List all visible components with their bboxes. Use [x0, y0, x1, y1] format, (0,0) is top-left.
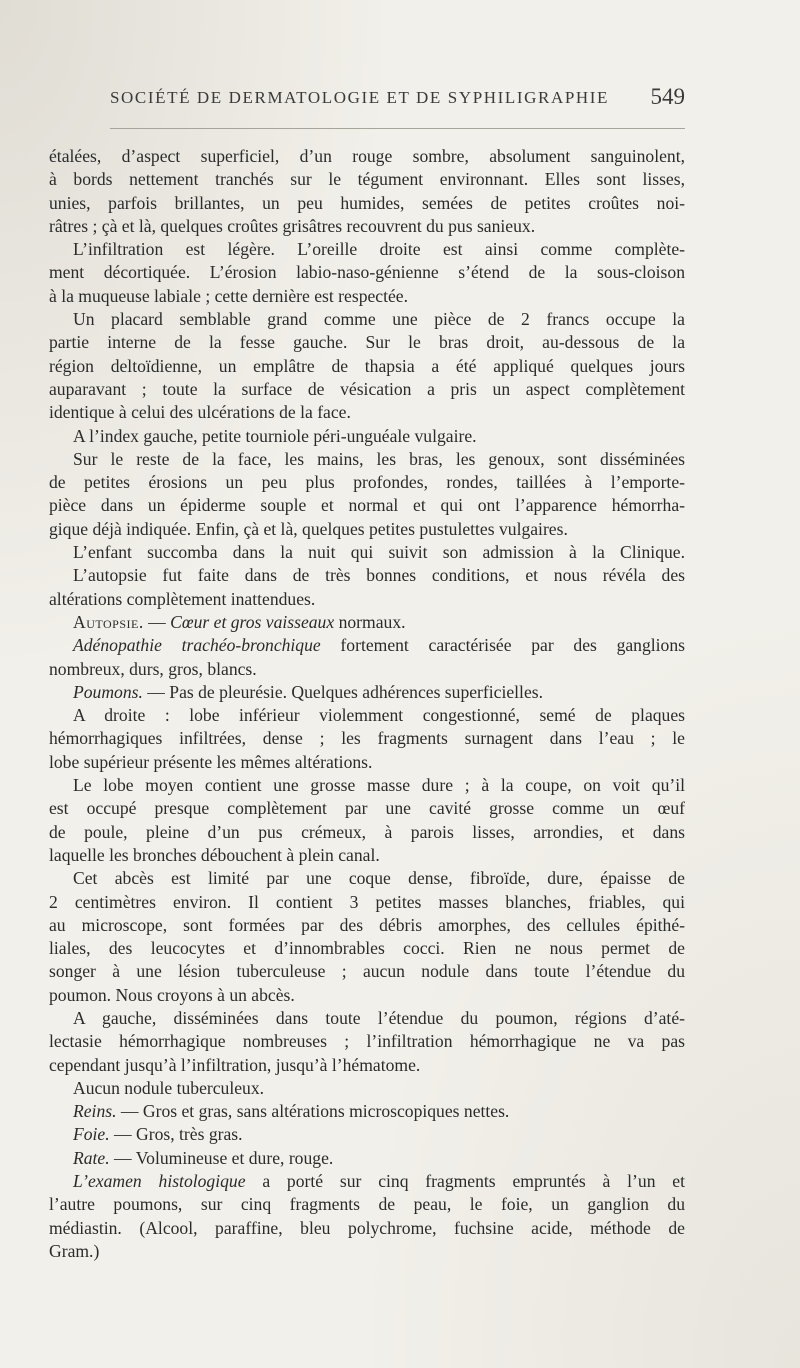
text-line: hémorrhagiques infiltrées, dense ; les fragments surnagent dans l’eau ; le [49, 728, 685, 749]
poumons-label: Poumons. [73, 681, 143, 702]
text-line: l’autre poumons, sur cinq fragments de peau, le foie, un ganglion du [49, 1194, 685, 1215]
adenopathie-label: Adénopathie trachéo-bronchique [73, 635, 321, 656]
text-line: L’autopsie fut faite dans de très bonnes conditions, et nous révéla des [73, 565, 685, 586]
running-head [110, 84, 685, 118]
text-line: A droite : lobe inférieur violemment congestionné, semé de plaques [73, 705, 685, 726]
text-line: songer à une lésion tuberculeuse ; aucun nodule dans toute l’étendue du [49, 961, 685, 982]
poumons-line: Poumons. — Pas de pleurésie. Quelques adhérences superficielles. [73, 681, 544, 702]
autopsie-italic: Cœur et gros vaisseaux [170, 611, 335, 632]
text-line: lobe supérieur présente les mêmes altérations. [49, 751, 373, 772]
text-line: unies, parfois brillantes, un peu humides, semées de petites croûtes noi- [49, 192, 685, 213]
autopsie-line: Autopsie. — Cœur et gros vaisseaux normaux. [73, 611, 406, 632]
reins-label: Reins. [73, 1101, 117, 1122]
rate-line: Rate. — Volumineuse et dure, rouge. [73, 1147, 334, 1168]
text-line: cependant jusqu’à l’infiltration, jusqu’à l’hématome. [49, 1054, 421, 1075]
foie-line: Foie. — Gros, très gras. [73, 1124, 243, 1145]
text-line: Gram.) [49, 1240, 100, 1261]
examen-label: L’examen histologique [73, 1171, 246, 1192]
body-text [49, 145, 685, 1263]
text-line: poumon. Nous croyons à un abcès. [49, 984, 295, 1005]
text-line: à bords nettement tranchés sur le tégument environnant. Elles sont lisses, [49, 169, 685, 190]
text-line: 2 centimètres environ. Il contient 3 petites masses blanches, friables, qui [49, 891, 685, 912]
text-line: est occupé presque complètement par une cavité grosse comme un œuf [49, 798, 685, 819]
text-line: Un placard semblable grand comme une pièce de 2 francs occupe la [73, 309, 685, 330]
text-line: râtres ; çà et là, quelques croûtes grisâtres recouvrent du pus sanieux. [49, 215, 536, 236]
text-line: laquelle les bronches débouchent à plein canal. [49, 844, 380, 865]
text-line: lectasie hémorrhagique nombreuses ; l’infiltration hémorrhagique ne va pas [49, 1031, 685, 1052]
text-line: Sur le reste de la face, les mains, les bras, les genoux, sont disséminées [73, 448, 685, 469]
page-number: 549 [650, 84, 685, 109]
text-line: L’enfant succomba dans la nuit qui suivit son admission à la Clinique. [73, 542, 685, 563]
text-line: médiastin. (Alcool, paraffine, bleu polychrome, fuchsine acide, méthode de [49, 1217, 685, 1238]
text-line: altérations complètement inattendues. [49, 588, 316, 609]
text-line: ment décortiquée. L’érosion labio-naso-génienne s’étend de la sous-cloison [49, 262, 685, 283]
running-head-title: SOCIÉTÉ DE DERMATOLOGIE ET DE SYPHILIGRAPHIE [110, 88, 610, 107]
text-line: L’infiltration est légère. L’oreille droite est ainsi comme complète- [73, 239, 685, 260]
text-line: auparavant ; toute la surface de vésication a pris un aspect complètement [49, 378, 685, 399]
text-line: gique déjà indiquée. Enfin, çà et là, quelques petites pustulettes vulgaires. [49, 518, 568, 539]
reins-line: Reins. — Gros et gras, sans altérations microscopiques nettes. [73, 1101, 510, 1122]
rate-label: Rate. [73, 1147, 110, 1168]
text-line: identique à celui des ulcérations de la face. [49, 402, 351, 423]
text-line: au microscope, sont formées par des débris amorphes, des cellules épithé- [49, 914, 685, 935]
text-line: de petites érosions un peu plus profondes, rondes, taillées à l’emporte- [49, 472, 685, 493]
text-line: nombreux, durs, gros, blancs. [49, 658, 257, 679]
text-line: région deltoïdienne, un emplâtre de thapsia a été appliqué quelques jours [49, 355, 685, 376]
text-line: Aucun nodule tuberculeux. [73, 1077, 265, 1098]
text-line: de poule, pleine d’un pus crémeux, à parois lisses, arrondies, et dans [49, 821, 685, 842]
text-line: A l’index gauche, petite tourniole péri-unguéale vulgaire. [73, 425, 477, 446]
text-line: liales, des leucocytes et d’innombrables cocci. Rien ne nous permet de [49, 938, 685, 959]
text-line: pièce dans un épiderme souple et normal et qui ont l’apparence hémorrha- [49, 495, 685, 516]
autopsie-label: Autopsie. [73, 611, 144, 632]
text-line: Le lobe moyen contient une grosse masse dure ; à la coupe, on voit qu’il [73, 775, 685, 796]
text-line: à la muqueuse labiale ; cette dernière est respectée. [49, 285, 409, 306]
text-line: Cet abcès est limité par une coque dense, fibroïde, dure, épaisse de [73, 868, 685, 889]
header-rule [110, 128, 685, 129]
adenopathie-line: Adénopathie trachéo-bronchique fortement caractérisée par des ganglions [73, 635, 685, 656]
text-line: étalées, d’aspect superficiel, d’un rouge sombre, absolument sanguinolent, [49, 146, 685, 166]
examen-line: L’examen histologique a porté sur cinq fragments empruntés à l’un et [73, 1171, 685, 1192]
text-line: partie interne de la fesse gauche. Sur le bras droit, au-dessous de la [49, 332, 685, 353]
foie-label: Foie. [73, 1124, 110, 1145]
text-line: A gauche, disséminées dans toute l’étendue du poumon, régions d’até- [73, 1007, 685, 1028]
